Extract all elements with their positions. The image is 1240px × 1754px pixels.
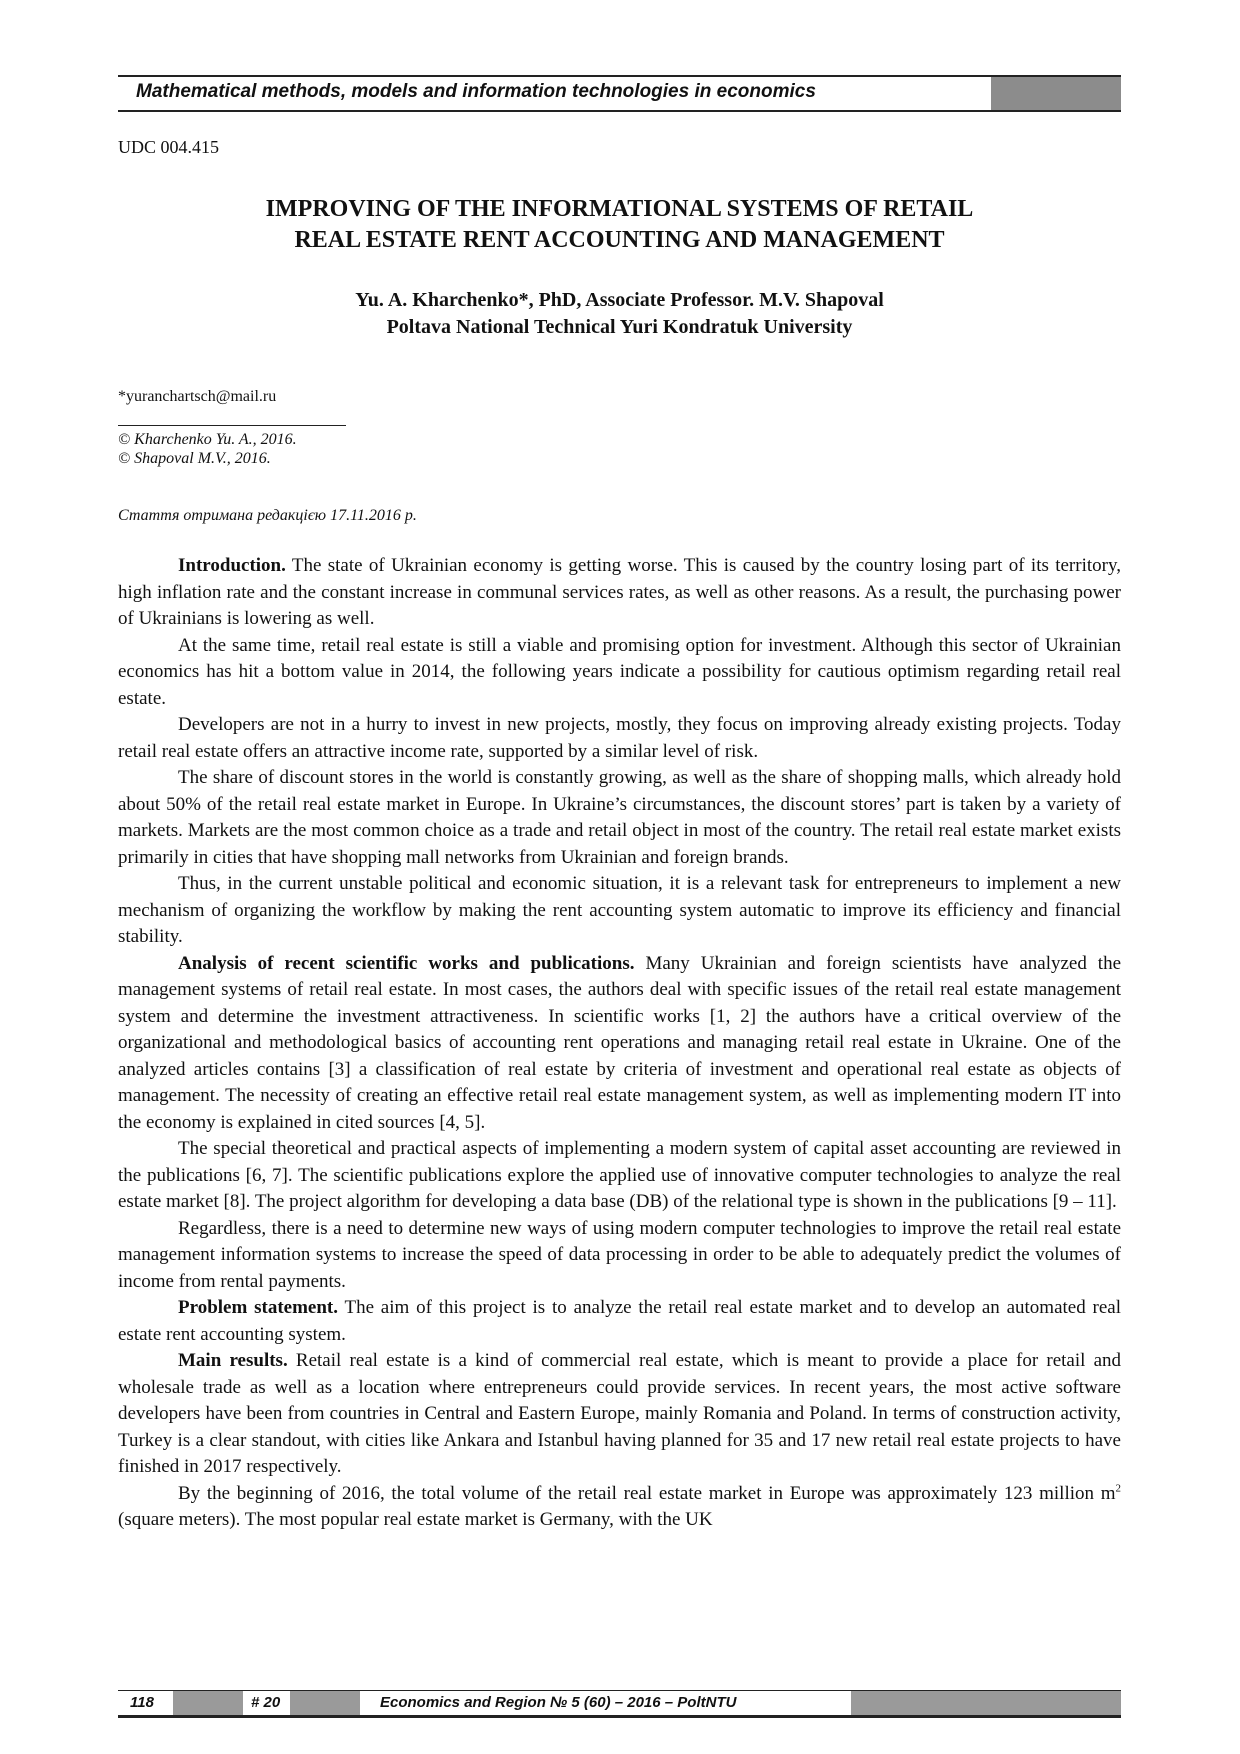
paragraph-text: The special theoretical and practical aspects of implementing a modern system of capital asset accounting are reviewed in the publications [6, 7]. The scientific publications explore the applied use of innovative computer technologies to analyze the real estate market [8]. The project algorithm for developing a data base (DB) of the relational type is shown in the publications [9 – 11].	[118, 1138, 1121, 1212]
paragraph-heading: Main results.	[178, 1350, 288, 1371]
running-footer	[118, 1690, 1121, 1718]
paragraph-text: Retail real estate is a kind of commercial real estate, which is meant to provide a place for retail and wholesale trade as well as a location where entrepreneurs could provide services. In recent years, the most active software developers have been from countries in Central and Eastern Europe, mainly Romania and Poland. In terms of construction activity, Turkey is a clear standout, with cities like Ankara and Istanbul having planned for 35 and 17 new retail real estate projects to have finished in 2017 respectively.	[118, 1350, 1122, 1477]
paragraph	[118, 1481, 1121, 1534]
author-block	[118, 287, 1121, 341]
title-line-2: REAL ESTATE RENT ACCOUNTING AND MANAGEMENT	[294, 227, 945, 253]
paragraph-text: (square meters). The most popular real estate market is Germany, with the UK	[118, 1509, 713, 1530]
paragraph	[118, 871, 1121, 951]
paragraph	[118, 951, 1121, 1137]
page-number: 118	[130, 1694, 154, 1711]
paragraph-text: Thus, in the current unstable political and economic situation, it is a relevant task for entrepreneurs to implement a new mechanism of organizing the workflow by making the rent accounting system automatic to improve its efficiency and financial stability.	[118, 873, 1121, 947]
paragraph-text: By the beginning of 2016, the total volume of the retail real estate market in Europe was approximately 123 million m	[178, 1482, 1116, 1504]
paragraph	[118, 1348, 1121, 1481]
paragraph-text: At the same time, retail real estate is still a viable and promising option for investment. Although this sector of Ukrainian economics has hit a bottom value in 2014, the following years indicate a possibility for cautious optimism regarding retail real estate.	[118, 634, 1121, 709]
header-shade-block	[991, 77, 1121, 110]
paragraph-text: The aim of this project is to analyze the retail real estate market and to develop an automated real estate rent accounting system.	[118, 1297, 1122, 1345]
article-body	[118, 553, 1121, 1534]
copyright-line: © Shapoval M.V., 2016.	[118, 450, 271, 467]
paragraph-heading: Analysis of recent scientific works and publications.	[178, 952, 635, 974]
superscript: 2	[1115, 1482, 1121, 1495]
footer-shade-block	[290, 1691, 360, 1715]
paragraph-text: Developers are not in a hurry to invest in new projects, mostly, they focus on improving already existing projects. Today retail real estate offers an attractive income rate, supported by a similar level of risk.	[118, 714, 1121, 762]
paragraph	[118, 712, 1121, 765]
title-line-1: IMPROVING OF THE INFORMATIONAL SYSTEMS OF RETAIL	[265, 196, 974, 222]
paper-title	[118, 194, 1121, 256]
footer-shade-block	[173, 1691, 243, 1715]
paragraph	[118, 1216, 1121, 1296]
paragraph	[118, 633, 1121, 713]
paragraph-text: The share of discount stores in the world is constantly growing, as well as the share of shopping malls, which already hold about 50% of the retail real estate market in Europe. In Ukraine’s circumstances, the discount stores’ part is taken by a variety of markets. Markets are the most common choice as a trade and retail object in most of the country. The retail real estate market exists primarily in cities that have shopping mall networks from Ukrainian and foreign brands.	[118, 767, 1121, 868]
journal-footer-title: Economics and Region № 5 (60) – 2016 – PoltNTU	[380, 1694, 737, 1711]
paragraph-text: The state of Ukrainian economy is getting worse. This is caused by the country losing part of its territory, high inflation rate and the constant increase in communal services rates, as well as other reasons. As a result, the purchasing power of Ukrainians is lowering as well.	[118, 555, 1121, 629]
author-email: *yuranchartsch@mail.ru	[118, 388, 277, 405]
copyright-block	[118, 430, 297, 468]
paragraph	[118, 553, 1121, 633]
paragraph-text: Regardless, there is a need to determine new ways of using modern computer technologies to improve the retail real estate management information systems to increase the speed of data processing in order to be able to adequately predict the volumes of income from rental payments.	[118, 1217, 1121, 1292]
copyright-line: © Kharchenko Yu. A., 2016.	[118, 431, 297, 448]
received-date: Стаття отримана редакцією 17.11.2016 р.	[118, 507, 417, 524]
journal-section-title: Mathematical methods, models and information technologies in economics	[136, 81, 816, 102]
paragraph	[118, 1295, 1121, 1348]
udc-code: UDC 004.415	[118, 137, 220, 157]
copyright-separator	[118, 425, 346, 426]
paragraph-text: Many Ukrainian and foreign scientists have analyzed the management systems of retail real estate. In most cases, the authors deal with specific issues of the retail real estate management system and determine the investment attractiveness. In scientific works [1, 2] the authors have a critical overview of the organizational and methodological basics of accounting rent operations and managing retail real estate in Ukraine. One of the analyzed articles contains [3] a classification of real estate by criteria of investment and operational real estate as objects of management. The necessity of creating an effective retail real estate management system, as well as implementing modern IT into the economy is explained in cited sources [4, 5].	[118, 952, 1122, 1133]
paragraph	[118, 1136, 1121, 1216]
running-header	[118, 75, 1121, 112]
issue-number: # 20	[251, 1694, 281, 1711]
author-affiliation: Poltava National Technical Yuri Kondratuk University	[386, 316, 853, 338]
paragraph	[118, 765, 1121, 871]
footer-shade-block	[851, 1691, 1121, 1715]
author-names: Yu. A. Kharchenko*, PhD, Associate Professor. M.V. Shapoval	[355, 289, 884, 311]
paragraph-heading: Problem statement.	[178, 1297, 338, 1318]
paragraph-heading: Introduction.	[178, 555, 286, 576]
